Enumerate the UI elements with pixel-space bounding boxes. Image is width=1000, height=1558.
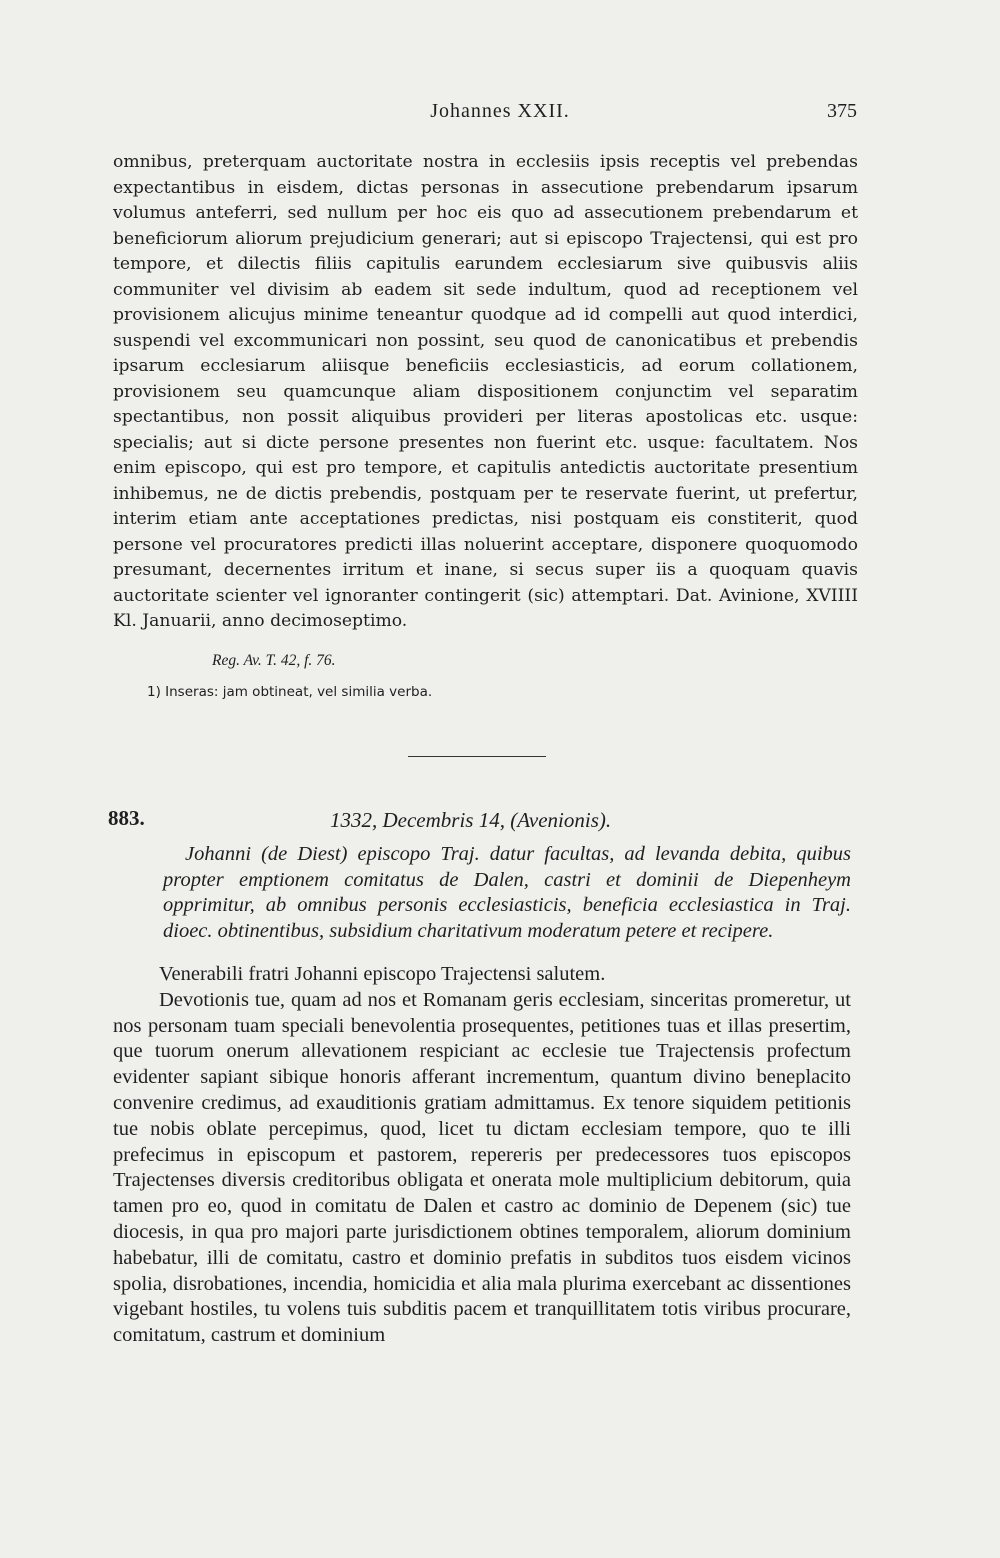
register-reference: Reg. Av. T. 42, f. 76. [212,652,336,669]
running-title: Johannes XXII. [430,100,570,122]
page-number: 375 [827,100,857,122]
document-number: 883. [108,806,145,830]
page-header [0,100,1000,134]
footnote: 1) Inseras: jam obtineat, vel similia verba. [147,684,433,700]
document-summary: Johanni (de Diest) episcopo Traj. datur facultas, ad levanda debita, quibus propter emptionem comitatus de Dalen, castri et dominii de Diepenheym opprimitur, ab omnibus personis ecclesiasticis, beneficia ecclesiastica in Traj. dioec. obtinentibus, subsidium charitativum moderatum petere et recipere. [163,843,851,942]
continued-paragraph: omnibus, preterquam auctoritate nostra in ecclesiis ipsis receptis vel prebendas expectantibus in eisdem, dictas personas in assecutione prebendarum ipsarum volumus anteferri, sed nullum per hoc eis quo ad assecutionem prebendarum et beneficiorum aliorum prejudicium generari; aut si episcopo Trajectensi, qui est pro tempore, et dilectis filiis capitulis earundem ecclesiarum sive quibusvis aliis communiter vel divisim ab eadem sit sede indultum, quod ad receptionem vel provisionem alicujus minime teneantur quodque ad id compelli aut quod interdici, suspendi vel excommunicari non possint, seu quod de canonicatibus et prebendis ipsarum ecclesiarum aliisque beneficiis ecclesiasticis, ad eorum collationem, provisionem seu quamcunque aliam dispositionem conjunctim vel separatim spectantibus, non possit aliquibus provideri per literas apostolicas etc. usque: specialis; aut si dicte persone presentes non fuerint etc. usque: facultatem. Nos enim episcopo, qui est pro tempore, et capitulis antedictis auctoritate presentium inhibemus, ne de dictis prebendis, postquam per te reservate fuerint, ut prefertur, interim etiam ante acceptationes predictas, nisi postquam eis constiterit, quod persone vel procuratores predicti illas noluerint acceptare, disponere quoquomodo presumant, decernentes irritum et inane, si secus super iis a quoquam quavis auctoritate scienter vel ignoranter contingerit (sic) attemptari. Dat. Avinione, XVIIII Kl. Januarii, anno decimoseptimo. [113,152,858,631]
document-date: 1332, Decembris 14, (Avenionis). [330,808,612,832]
section-divider [408,756,546,757]
letter-body: Devotionis tue, quam ad nos et Romanam geris ecclesiam, sinceritas promeretur, ut nos personam tuam speciali benevolentia prosequentes, petitiones tuas et illas presertim, que tuorum onerum allevationem respiciant ac ecclesie tue Trajectensis profectum evidenter sapiant sibique honoris afferant incrementum, quantum divino beneplacito convenire credimus, ad exauditionis gratiam admittamus. Ex tenore siquidem petitionis tue nobis oblate percepimus, quod, licet tu dictam ecclesiam tempore, quo te illi prefecimus in episcopum et pastorem, repereris per predecessores tuos episcopos Trajectenses diversis creditoribus obligata et onerata mole multiplicium debitorum, quia tamen pro eo, quod in comitatu de Dalen et castro ac dominio de Depenem (sic) tue diocesis, in qua pro majori parte jurisdictionem obtines temporalem, aliorum dominium habebatur, illi de comitatu, castro et dominio prefatis in subditos tuos eisdem vicinos spolia, disrobationes, incendia, homicidia et alia mala plurima exercebant ac dissentiones vigebant hostiles, tu volens tuis subditis pacem et tranquillitatem totis viribus procurare, comitatum, castrum et dominium [113,988,851,1347]
letter-text [113,962,851,1349]
continued-text [113,150,858,635]
salutation: Venerabili fratri Johanni episcopo Trajectensi salutem. [159,963,606,985]
